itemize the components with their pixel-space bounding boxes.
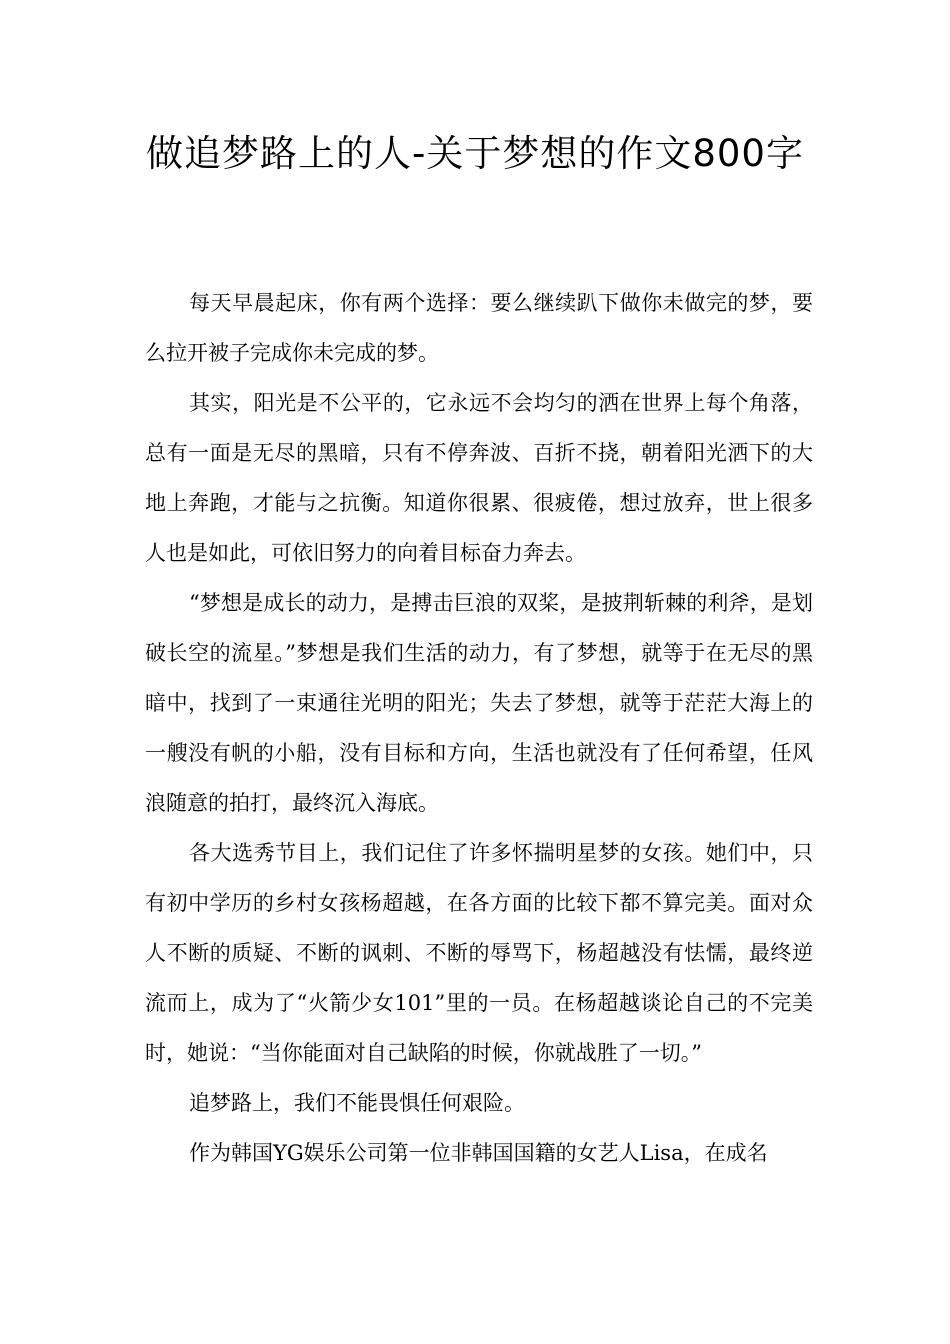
paragraph-6: 作为韩国YG娱乐公司第一位非韩国国籍的女艺人Lisa，在成名 [189, 1141, 768, 1165]
paragraph-2: 其实，阳光是不公平的，它永远不会均匀的洒在世界上每个角落，总有一面是无尽的黑暗，只有不停奔波、百折不挠，朝着阳光洒下的大地上奔跑，才能与之抗衡。知道你很累、很疲倦，想过放弃，世上很多人也是如此，可依旧努力的向着目标奋力奔去。 [145, 391, 813, 565]
paragraph-3: “梦想是成长的动力，是搏击巨浪的双桨，是披荆斩棘的利斧，是划破长空的流星。”梦想是我们生活的动力，有了梦想，就等于在无尽的黑暗中，找到了一束通往光明的阳光；失去了梦想，就等于茫茫大海上的一艘没有帆的小船，没有目标和方向，生活也就没有了任何希望，任风浪随意的拍打，最终沉入海底。 [145, 591, 813, 815]
paragraph-1: 每天早晨起床，你有两个选择：要么继续趴下做你未做完的梦，要么拉开被子完成你未完成的梦。 [145, 291, 813, 365]
paragraph-5: 追梦路上，我们不能畏惧任何艰险。 [189, 1091, 525, 1115]
paragraph-4: 各大选秀节目上，我们记住了许多怀揣明星梦的女孩。她们中，只有初中学历的乡村女孩杨超越，在各方面的比较下都不算完美。面对众人不断的质疑、不断的讽刺、不断的辱骂下，杨超越没有怯懦，最终逆流而上，成为了“火箭少女101”里的一员。在杨超越谈论自己的不完美时，她说：“当你能面对自己缺陷的时候，你就战胜了一切。” [145, 841, 813, 1065]
document-body [145, 278, 813, 1178]
document-title: 做追梦路上的人-关于梦想的作文800字 [146, 132, 804, 175]
